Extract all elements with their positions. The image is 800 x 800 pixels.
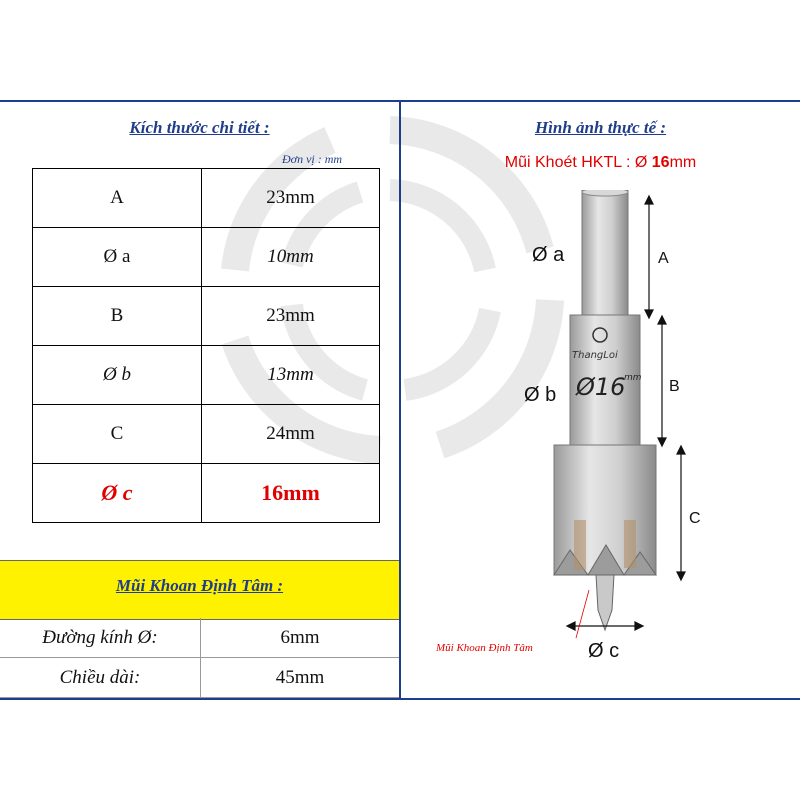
row-value-A: 23mm [202,169,380,228]
subtitle-unit: mm [669,154,697,171]
pilot-drill-table [0,618,399,698]
pilot-diameter-label: Đường kính Ø: [0,618,201,658]
table-row-highlight [33,464,380,523]
bit-size-unit: mm [624,373,642,383]
row-value-b: 13mm [202,346,380,405]
pilot-diameter-value: 6mm [201,618,400,658]
dimensions-title: Kích thước chi tiết : [129,118,270,137]
pilot-length-value: 45mm [201,658,400,698]
table-row [0,618,399,658]
label-dia-c: Ø c [588,640,620,662]
table-row [33,228,380,287]
label-dia-a: Ø a [532,244,565,266]
unit-label: Đơn vị : mm [282,152,343,166]
row-label-A: A [33,169,202,228]
label-C: C [689,510,701,527]
label-B: B [669,378,680,395]
subtitle-prefix: Mũi Khoét HKTL : Ø [504,154,652,171]
row-value-B: 23mm [202,287,380,346]
label-dia-b: Ø b [524,384,557,406]
bit-size-text: Ø16 [576,373,626,401]
dimension-arrows [401,100,800,700]
table-row [33,169,380,228]
row-value-C: 24mm [202,405,380,464]
subtitle-number: 16 [651,154,670,171]
row-label-B: B [33,287,202,346]
label-A: A [658,250,669,267]
table-row [33,287,380,346]
table-row [0,658,399,698]
row-value-c: 16mm [202,464,380,523]
dimensions-table [32,168,380,523]
pilot-drill-title: Mũi Khoan Định Tâm : [115,576,284,595]
pilot-drill-note: Mũi Khoan Định Tâm [436,642,533,654]
table-row [33,405,380,464]
row-value-a: 10mm [202,228,380,287]
bit-brand-text: ThangLoi [572,350,618,361]
row-label-c: Ø c [33,464,202,523]
pilot-length-label: Chiều dài: [0,658,201,698]
row-label-a: Ø a [33,228,202,287]
row-label-b: Ø b [33,346,202,405]
table-row [33,346,380,405]
row-label-C: C [33,405,202,464]
photo-title: Hình ảnh thực tế : [534,118,667,137]
